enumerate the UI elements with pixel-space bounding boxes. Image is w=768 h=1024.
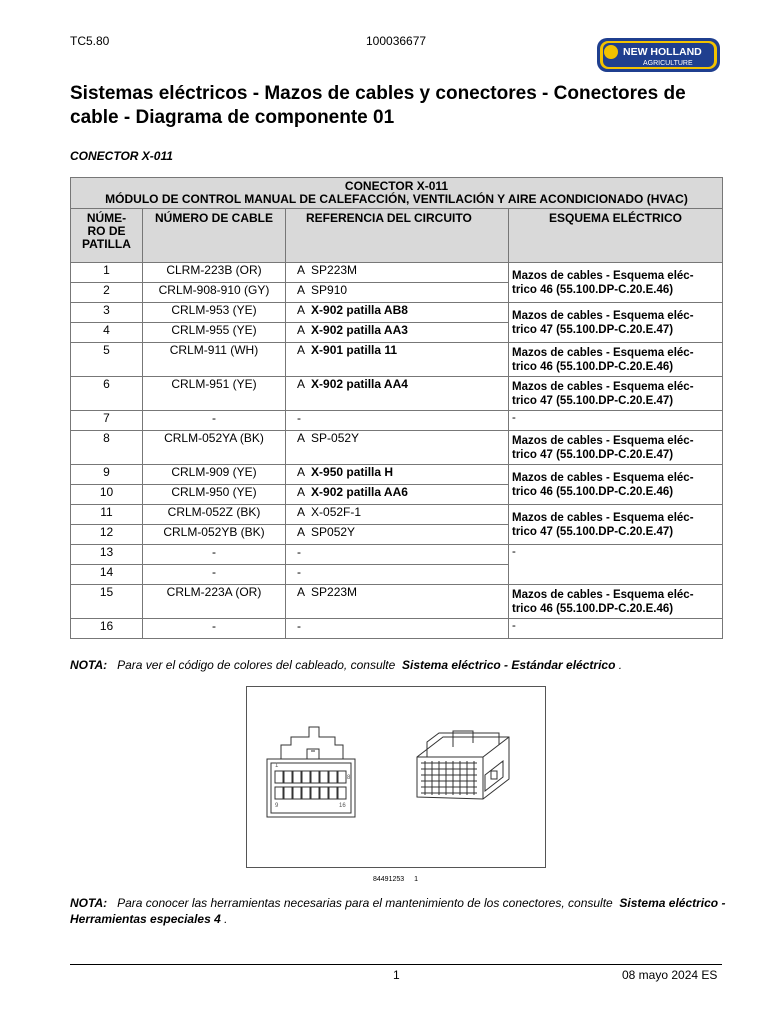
- circuit-reference: [286, 377, 509, 411]
- cable-number: CRLM-052YB (BK): [143, 525, 286, 545]
- col-circuit-header: REFERENCIA DEL CIRCUITO: [286, 209, 509, 263]
- figure-caption: [373, 876, 418, 883]
- circuit-prefix: A: [297, 303, 305, 317]
- page-title: Sistemas eléctricos - Mazos de cables y conectores - Conectores de cable - Diagrama de componente 01: [70, 83, 686, 128]
- note-colors: [70, 657, 730, 673]
- table-title-line2: MÓDULO DE CONTROL MANUAL DE CALEFACCIÓN, VENTILACIÓN Y AIRE ACONDICIONADO (HVAC): [105, 192, 688, 206]
- cable-number: CRLM-909 (YE): [143, 465, 286, 485]
- circuit-reference: [286, 431, 509, 465]
- circuit-prefix: A: [297, 465, 305, 479]
- pin-label-16: 16: [339, 803, 346, 809]
- schema-reference: -: [509, 545, 723, 585]
- pin-label-9: 9: [275, 803, 279, 809]
- pin-number: 8: [71, 431, 143, 465]
- circuit-prefix: -: [297, 545, 301, 559]
- schema-reference[interactable]: Mazos de cables - Esquema eléc- trico 47 (55.100.DP-C.20.E.47): [509, 377, 723, 411]
- circuit-target: SP052Y: [311, 525, 356, 539]
- logo-brand: NEW HOLLAND: [623, 46, 702, 58]
- note-label: NOTA:: [70, 896, 108, 910]
- col-schema-header: ESQUEMA ELÉCTRICO: [509, 209, 723, 263]
- connector-table: [70, 177, 723, 639]
- circuit-prefix: A: [297, 485, 305, 499]
- circuit-target: X-902 patilla AA6: [311, 485, 408, 499]
- circuit-reference: [286, 619, 509, 639]
- circuit-target: X-902 patilla AA3: [311, 323, 408, 337]
- cable-number: CRLM-951 (YE): [143, 377, 286, 411]
- table-body: [71, 263, 723, 639]
- cable-number: -: [143, 545, 286, 565]
- table-row: [71, 303, 723, 323]
- schema-reference[interactable]: Mazos de cables - Esquema eléc- trico 47 (55.100.DP-C.20.E.47): [509, 303, 723, 343]
- circuit-target: SP223M: [311, 263, 358, 277]
- schema-reference[interactable]: Mazos de cables - Esquema eléc- trico 46 (55.100.DP-C.20.E.46): [509, 343, 723, 377]
- circuit-reference: [286, 283, 509, 303]
- circuit-target: X-901 patilla 11: [311, 343, 398, 357]
- circuit-prefix: A: [297, 431, 305, 445]
- new-holland-logo: [597, 38, 720, 72]
- cable-number: CRLM-950 (YE): [143, 485, 286, 505]
- schema-reference[interactable]: Mazos de cables - Esquema eléc- trico 47 (55.100.DP-C.20.E.47): [509, 505, 723, 545]
- pin-number: 15: [71, 585, 143, 619]
- table-row: [71, 377, 723, 411]
- circuit-reference: [286, 323, 509, 343]
- table-row: [71, 343, 723, 377]
- table-row: [71, 411, 723, 431]
- table-row: [71, 505, 723, 525]
- table-row: [71, 465, 723, 485]
- circuit-prefix: A: [297, 263, 305, 277]
- circuit-target: SP-052Y: [311, 431, 360, 445]
- connector-drawing: [247, 687, 545, 867]
- pin-number: 2: [71, 283, 143, 303]
- table-row: [71, 585, 723, 619]
- logo-sub: AGRICULTURE: [643, 60, 693, 67]
- note-text: Para conocer las herramientas necesarias para el mantenimiento de los conectores, consulte: [117, 896, 613, 910]
- circuit-prefix: A: [297, 377, 305, 391]
- footer-divider: [70, 964, 722, 965]
- pin-number: 11: [71, 505, 143, 525]
- circuit-prefix: A: [297, 585, 305, 599]
- pin-number: 9: [71, 465, 143, 485]
- circuit-target: SP223M: [311, 585, 358, 599]
- pin-number: 4: [71, 323, 143, 343]
- cable-number: CLRM-223B (OR): [143, 263, 286, 283]
- circuit-prefix: A: [297, 283, 305, 297]
- circuit-reference: [286, 303, 509, 323]
- cable-number: CRLM-908-910 (GY): [143, 283, 286, 303]
- circuit-prefix: A: [297, 505, 305, 519]
- note-tools: [70, 895, 730, 927]
- circuit-reference: [286, 525, 509, 545]
- cable-number: CRLM-953 (YE): [143, 303, 286, 323]
- pin-number: 14: [71, 565, 143, 585]
- cable-number: -: [143, 565, 286, 585]
- note-label: NOTA:: [70, 658, 108, 672]
- pin-number: 1: [71, 263, 143, 283]
- circuit-reference: [286, 585, 509, 619]
- leaf-icon: [604, 45, 618, 59]
- connector-label: CONECTOR X-011: [70, 149, 173, 163]
- pin-number: 5: [71, 343, 143, 377]
- cable-number: CRLM-052YA (BK): [143, 431, 286, 465]
- circuit-reference: [286, 545, 509, 565]
- table-title: [71, 178, 723, 209]
- cable-number: CRLM-911 (WH): [143, 343, 286, 377]
- circuit-reference: [286, 343, 509, 377]
- note-link[interactable]: Sistema eléctrico - Estándar eléctrico: [401, 658, 616, 672]
- pin-number: 16: [71, 619, 143, 639]
- circuit-prefix: A: [297, 323, 305, 337]
- pin-label-1: 1: [275, 763, 279, 769]
- table-row: [71, 619, 723, 639]
- circuit-reference: [286, 565, 509, 585]
- pin-number: 12: [71, 525, 143, 545]
- circuit-reference: [286, 505, 509, 525]
- note-end: .: [618, 658, 623, 672]
- circuit-reference: [286, 263, 509, 283]
- circuit-prefix: -: [297, 411, 301, 425]
- circuit-target: X-052F-1: [311, 505, 362, 519]
- connector-figure: [246, 686, 546, 868]
- note-end: .: [224, 912, 228, 926]
- figure-number: 1: [414, 876, 419, 883]
- circuit-reference: [286, 465, 509, 485]
- pin-number: 10: [71, 485, 143, 505]
- pin-number: 6: [71, 377, 143, 411]
- circuit-prefix: -: [297, 565, 301, 579]
- circuit-target: X-950 patilla H: [311, 465, 394, 479]
- cable-number: -: [143, 411, 286, 431]
- schema-reference: -: [509, 411, 723, 431]
- circuit-target: X-902 patilla AB8: [311, 303, 408, 317]
- table-title-line1: CONECTOR X-011: [344, 179, 449, 193]
- cable-number: CRLM-223A (OR): [143, 585, 286, 619]
- pin-number: 13: [71, 545, 143, 565]
- schema-reference[interactable]: Mazos de cables - Esquema eléc- trico 47 (55.100.DP-C.20.E.47): [509, 431, 723, 465]
- note-text: Para ver el código de colores del cableado, consulte: [117, 658, 396, 672]
- circuit-target: X-902 patilla AA4: [311, 377, 408, 391]
- circuit-prefix: A: [297, 343, 305, 357]
- schema-reference[interactable]: Mazos de cables - Esquema eléc- trico 46 (55.100.DP-C.20.E.46): [509, 585, 723, 619]
- circuit-reference: [286, 485, 509, 505]
- schema-reference[interactable]: Mazos de cables - Esquema eléc- trico 46 (55.100.DP-C.20.E.46): [509, 263, 723, 303]
- cable-number: CRLM-052Z (BK): [143, 505, 286, 525]
- model-code: TC5.80: [70, 34, 110, 48]
- footer-date: 08 mayo 2024 ES: [622, 968, 718, 982]
- table-row: [71, 263, 723, 283]
- circuit-prefix: A: [297, 525, 305, 539]
- col-cable-header: NÚMERO DE CABLE: [143, 209, 286, 263]
- schema-reference[interactable]: Mazos de cables - Esquema eléc- trico 46 (55.100.DP-C.20.E.46): [509, 465, 723, 505]
- schema-reference: -: [509, 619, 723, 639]
- pin-number: 3: [71, 303, 143, 323]
- circuit-target: SP910: [311, 283, 348, 297]
- cable-number: -: [143, 619, 286, 639]
- circuit-prefix: -: [297, 619, 301, 633]
- table-row: [71, 431, 723, 465]
- pin-label-8: 8: [347, 775, 351, 781]
- page-number: 1: [393, 968, 400, 982]
- cable-number: CRLM-955 (YE): [143, 323, 286, 343]
- col-pin-header: NÚME- RO DE PATILLA: [71, 209, 143, 263]
- document-number: 100036677: [366, 34, 427, 48]
- note-link[interactable]: Sistema eléctrico - Herramientas especiales 4: [70, 896, 726, 926]
- pin-number: 7: [71, 411, 143, 431]
- figure-code: 84491253: [373, 876, 405, 883]
- circuit-reference: [286, 411, 509, 431]
- table-row: [71, 545, 723, 565]
